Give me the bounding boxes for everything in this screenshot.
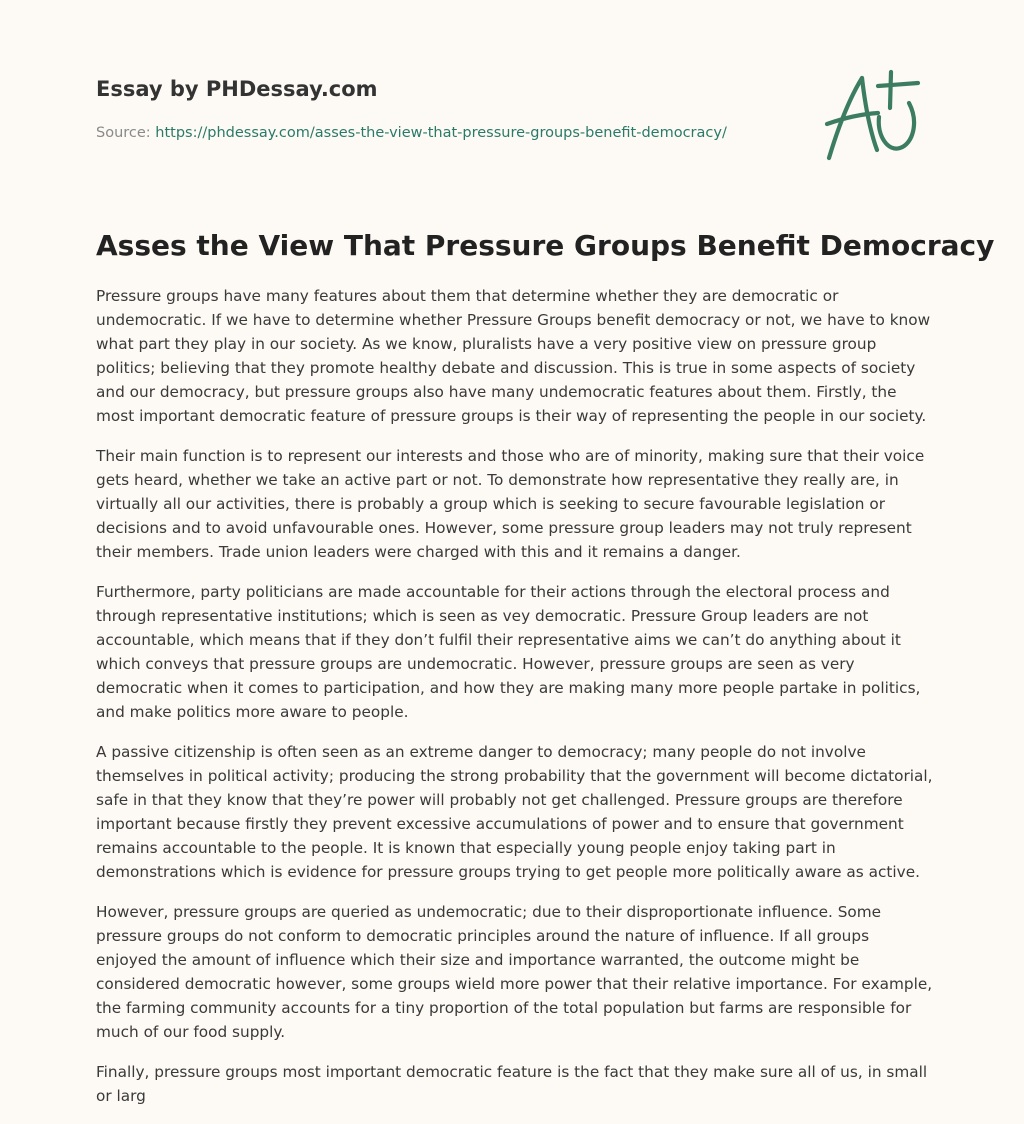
site-title: Essay by PHDessay.com [96, 77, 378, 101]
source-label: Source: [96, 125, 156, 141]
article-title: Asses the View That Pressure Groups Benefit Democracy [96, 229, 995, 262]
paragraph: However, pressure groups are queried as undemocratic; due to their disproportionate influence. Some pressure groups do not conform to democratic principles around the nature of influence. If all groups enjoyed the amount of influence which their size and importance warranted, the outcome might be considered democratic however, some groups wield more power that their relative importance. For example, the farming community accounts for a tiny proportion of the total population but farms are responsible for much of our food supply. [96, 903, 933, 1041]
paragraph: Pressure groups have many features about them that determine whether they are democratic or undemocratic. If we have to determine whether Pressure Groups benefit democracy or not, we have to know what part they play in our society. As we know, pluralists have a very positive view on pressure group politics; believing that they promote healthy debate and discussion. This is true in some aspects of society and our democracy, but pressure groups also have many undemocratic features about them. Firstly, the most important democratic feature of pressure groups is their way of representing the people in our society. [96, 287, 931, 425]
a-plus-grade-icon [818, 66, 930, 166]
paragraph: Finally, pressure groups most important democratic feature is the fact that they make sure all of us, in small or larg [96, 1063, 928, 1105]
source-link[interactable]: https://phdessay.com/asses-the-view-that-pressure-groups-benefit-democracy/ [155, 125, 727, 141]
page-header [96, 74, 796, 143]
article-body [96, 284, 934, 1124]
paragraph: Furthermore, party politicians are made accountable for their actions through the electoral process and through representative institutions; which is seen as vey democratic. Pressure Group leaders are not accountable, which means that if they don’t fulfil their representative aims we can’t do anything about it which conveys that pressure groups are undemocratic. However, pressure groups are seen as very democratic when it comes to participation, and how they are making many more people partake in politics, and make politics more aware to people. [96, 583, 921, 721]
paragraph: A passive citizenship is often seen as an extreme danger to democracy; many people do not involve themselves in political activity; producing the strong probability that the government will become dictatorial, safe in that they know that they’re power will probably not get challenged. Pressure groups are therefore important because firstly they prevent excessive accumulations of power and to ensure that government remains accountable to the people. It is known that especially young people enjoy taking part in demonstrations which is evidence for pressure groups trying to get people more politically aware as active. [96, 743, 933, 881]
paragraph: Their main function is to represent our interests and those who are of minority, making sure that their voice gets heard, whether we take an active part or not. To demonstrate how representative they really are, in virtually all our activities, there is probably a group which is seeking to secure favourable legislation or decisions and to avoid unfavourable ones. However, some pressure group leaders may not truly represent their members. Trade union leaders were charged with this and it remains a danger. [96, 447, 925, 561]
source-line [96, 123, 796, 143]
